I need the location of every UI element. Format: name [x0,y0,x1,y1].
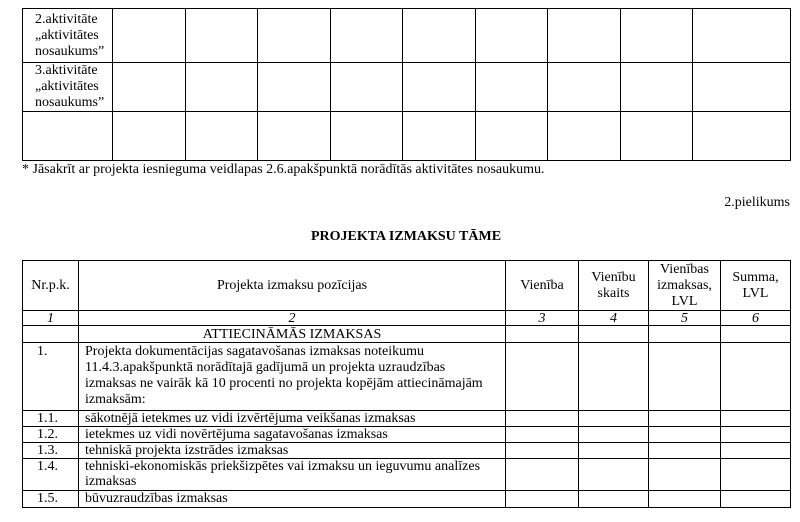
table-cell [649,427,721,443]
table-cell [258,63,331,112]
cost-item-description [79,411,506,427]
header-line: Nr.p.k. [31,277,70,293]
table-cell [621,112,693,161]
header-line: Summa, [732,269,779,285]
table-cell [649,411,721,427]
column-number: 2 [79,311,506,326]
description-line: izmaksas ne vairāk kā 10 procenti no projekta kopējām attiecināmajām [85,376,483,391]
table-cell [113,112,186,161]
table-cell [331,112,403,161]
table-cell [506,326,579,343]
header-line: LVL [742,285,769,301]
table-cell [721,443,791,459]
table-cell [258,9,331,63]
description-line: būvuzraudzības izmaksas [85,491,228,506]
activities-table [22,8,791,161]
table-cell [506,491,579,508]
section-row [23,326,791,343]
cost-item-description [79,427,506,443]
table-cell [721,326,791,343]
description-line: izmaksām: [85,392,146,407]
table-cell [403,9,476,63]
table-cell [186,63,258,112]
table-cell [403,112,476,161]
header-unit [506,261,579,311]
table-cell [649,491,721,508]
activity-label-line: nosaukums” [35,95,105,110]
annex-label: 2.pielikums [724,195,790,210]
table-cell [693,63,791,112]
activity-label-line: „aktivitātes [35,27,99,43]
activity-row [23,112,791,161]
table-cell [186,112,258,161]
row-number: 1.1. [23,411,79,427]
table-cell [23,326,79,343]
table-cell [331,63,403,112]
column-number: 1 [23,311,79,326]
description-line: sākotnējā ietekmes uz vidi izvērtējuma veikšanas izmaksas [85,411,416,426]
table-cell [258,112,331,161]
table-cell [721,491,791,508]
table-cell [649,443,721,459]
page-title: PROJEKTA IZMAKSU TĀME [310,229,502,244]
row-number: 1.2. [23,427,79,443]
section-heading: ATTIECINĀMĀS IZMAKSAS [79,326,506,343]
table-cell [579,411,649,427]
column-number: 4 [579,311,649,326]
table-cell [403,63,476,112]
header-line: Vienības [660,261,709,277]
cost-item-description [79,443,506,459]
header-line: Projekta izmaksu pozīcijas [216,277,368,293]
table-cell [579,326,649,343]
header-unit-count [579,261,649,311]
table-cell [331,9,403,63]
column-number: 5 [649,311,721,326]
table-cell [579,427,649,443]
row-number: 1.4. [23,459,79,491]
column-number-row [23,311,791,326]
table-cell [721,343,791,411]
table-cell [506,411,579,427]
cost-row [23,443,791,459]
table-cell [579,459,649,491]
table-cell [579,491,649,508]
cost-row [23,459,791,491]
header-nr [23,261,79,311]
header-cost-item [79,261,506,311]
activity-label-cell [23,112,113,161]
footnote: * Jāsakrīt ar projekta iesnieguma veidlapas 2.6.apakšpunktā norādītās aktivitātes nosaukumu. [22,162,545,177]
table-cell [649,343,721,411]
cost-row [23,411,791,427]
header-total [721,261,791,311]
cost-item-description [79,491,506,508]
activity-row [23,9,791,63]
description-line: 11.4.3.apakšpunktā norādītajā gadījumā un projekta uzraudzības [85,360,446,375]
table-cell [579,443,649,459]
cost-item-description [79,459,506,491]
table-cell [506,427,579,443]
activity-label-line: „aktivitātes [35,79,99,94]
table-cell [579,343,649,411]
header-line: Vienība [520,277,564,293]
description-line: izmaksas [85,474,137,489]
activity-label-line: nosaukums” [35,43,105,59]
table-cell [548,63,621,112]
row-number: 1.3. [23,443,79,459]
cost-item-description [79,343,506,411]
header-row [23,261,791,311]
header-line: LVL [671,293,698,309]
table-cell [621,63,693,112]
activity-label-cell [23,63,113,112]
cost-estimate-table [22,260,791,508]
table-cell [476,63,548,112]
column-number: 3 [506,311,579,326]
table-cell [506,459,579,491]
row-number: 1.5. [23,491,79,508]
description-line: ietekmes uz vidi novērtējuma sagatavošanas izmaksas [85,427,388,442]
table-cell [548,9,621,63]
header-line: skaits [597,285,630,301]
row-number: 1. [23,343,79,411]
table-cell [506,343,579,411]
table-cell [721,459,791,491]
header-unit-cost [649,261,721,311]
header-line: izmaksas, [657,277,712,293]
table-cell [548,112,621,161]
cost-row [23,343,791,411]
activity-label-cell [23,9,113,63]
description-line: Projekta dokumentācijas sagatavošanas izmaksas noteikumu [85,344,425,359]
table-cell [693,112,791,161]
cost-row [23,427,791,443]
table-cell [186,9,258,63]
table-cell [113,9,186,63]
activity-label-line: 2.aktivitāte [35,11,98,27]
table-cell [506,443,579,459]
activity-row [23,63,791,112]
table-cell [721,411,791,427]
table-cell [649,459,721,491]
header-line: Vienību [591,269,636,285]
table-cell [621,9,693,63]
description-line: tehniskā projekta izstrādes izmaksas [85,443,289,458]
table-cell [113,63,186,112]
column-number: 6 [721,311,791,326]
cost-row [23,491,791,508]
table-cell [476,9,548,63]
table-cell [476,112,548,161]
table-cell [693,9,791,63]
description-line: tehniski-ekonomiskās priekšizpētes vai izmaksu un ieguvumu analīzes [85,459,481,474]
table-cell [649,326,721,343]
activity-label-line: 3.aktivitāte [35,63,98,78]
table-cell [721,427,791,443]
